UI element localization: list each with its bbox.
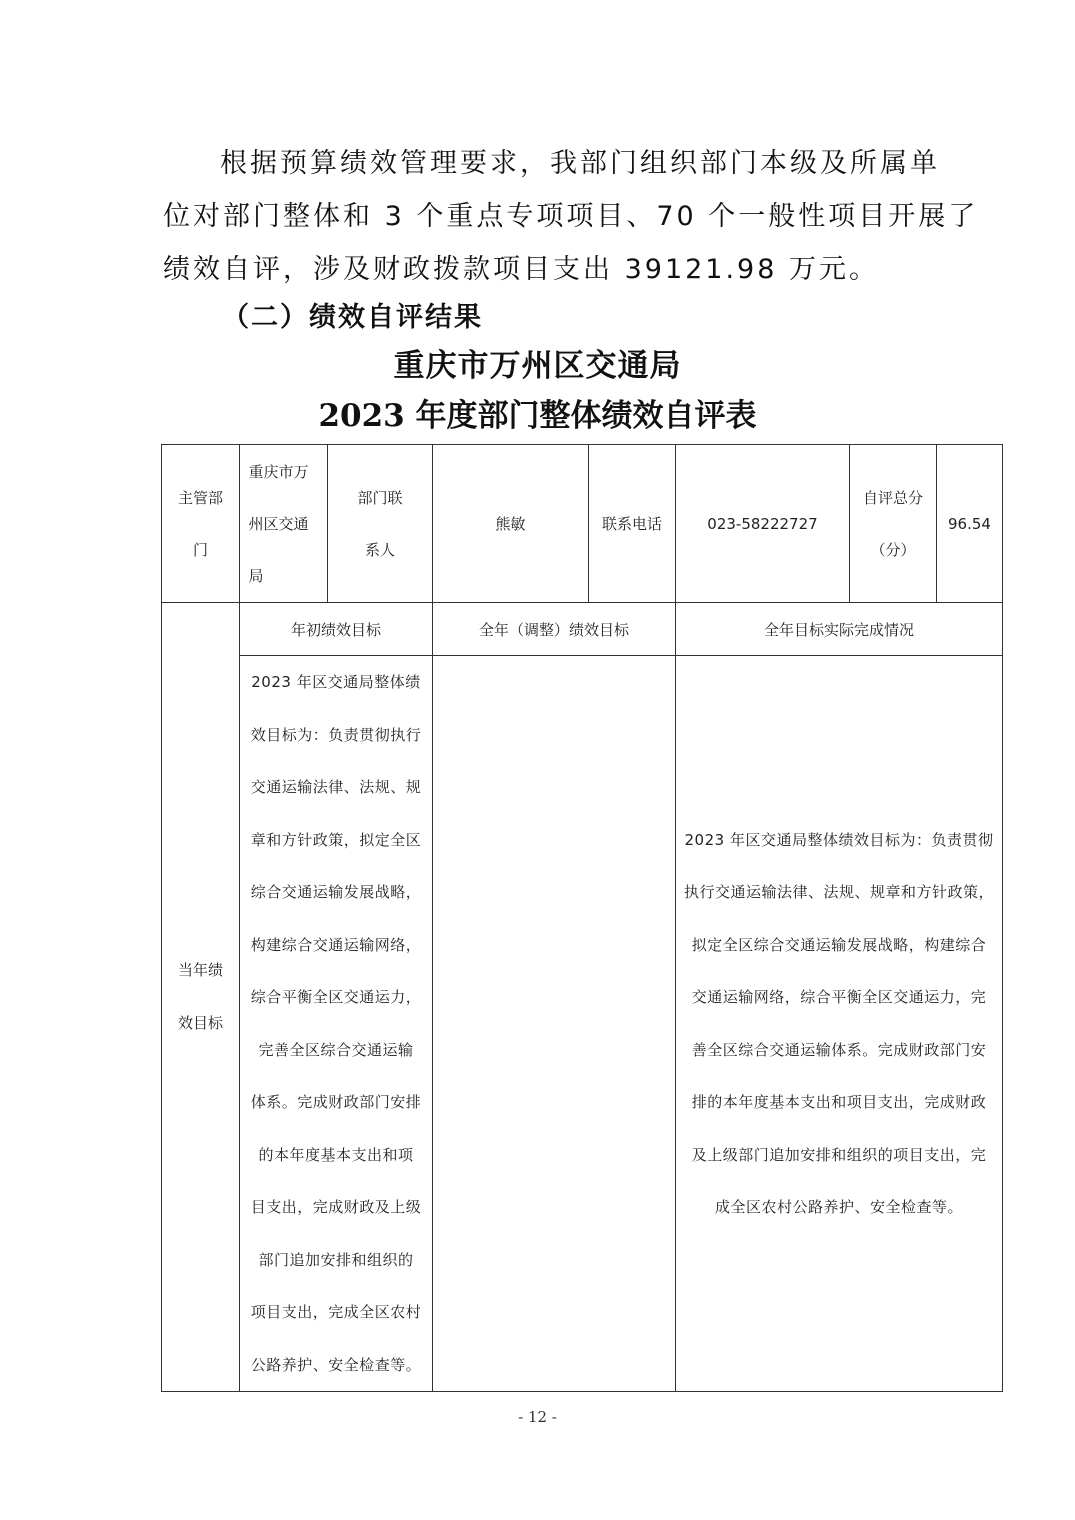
- actual-completion-line: 善全区综合交通运输体系。完成财政部门安: [691, 1040, 987, 1059]
- contact-value-cell: [433, 445, 589, 603]
- actual-completion-line: 拟定全区综合交通运输发展战略，构建综合: [691, 935, 987, 954]
- actual-completion-line: 2023 年区交通局整体绩效目标为：负责贯彻: [684, 830, 994, 849]
- row-label: 当年绩效目标: [177, 961, 223, 1032]
- col-actual-label: 全年目标实际完成情况: [763, 620, 914, 639]
- phone-value: 023-58222727: [707, 514, 818, 533]
- page-number: - 12 -: [518, 1408, 557, 1426]
- initial-goal-line: 部门追加安排和组织的: [258, 1250, 414, 1269]
- intro-paragraph: [163, 137, 979, 296]
- actual-completion-line: 执行交通运输法律、法规、规章和方针政策，: [683, 883, 994, 901]
- initial-goal-line: 章和方针政策，拟定全区: [250, 830, 422, 849]
- contact-label: 部门联系人: [357, 488, 403, 559]
- col-initial-label: 年初绩效目标: [290, 620, 381, 639]
- initial-goal-line: 效目标为：负责贯彻执行: [250, 725, 422, 744]
- initial-goal-line: 2023 年区交通局整体绩: [251, 673, 421, 691]
- initial-goal-line: 完善全区综合交通运输: [258, 1040, 414, 1059]
- col-actual-header: [676, 603, 1003, 656]
- actual-completion-line: 排的本年度基本支出和项目支出，完成财政: [691, 1093, 987, 1111]
- dept-label: 主管部门: [177, 488, 223, 559]
- adjusted-goal-cell: [433, 656, 676, 1392]
- initial-goal-line: 综合平衡全区交通运力，: [250, 988, 422, 1006]
- row-label-cell: [162, 603, 240, 1392]
- initial-goal-line: 公路养护、安全检查等。: [250, 1355, 422, 1374]
- phone-label-cell: [589, 445, 676, 603]
- dept-value: 重庆市万州区交通局: [248, 462, 309, 585]
- self-evaluation-table: [161, 444, 1003, 1392]
- actual-completion-line: 成全区农村公路养护、安全检查等。: [714, 1198, 963, 1216]
- score-label-cell: [850, 445, 937, 603]
- initial-goal-cell: [240, 656, 433, 1392]
- col-adjusted-header: [433, 603, 676, 656]
- score-value-cell: [937, 445, 1003, 603]
- dept-label-cell: [162, 445, 240, 603]
- score-value: 96.54: [948, 514, 991, 533]
- phone-value-cell: [676, 445, 850, 603]
- intro-line: 根据预算绩效管理要求，我部门组织部门本级及所属单: [220, 148, 940, 179]
- initial-goal-line: 构建综合交通运输网络，: [250, 935, 422, 954]
- initial-goal-line: 体系。完成财政部门安排: [250, 1093, 422, 1111]
- intro-line: 位对部门整体和 3 个重点专项项目、70 个一般性项目开展了: [163, 201, 979, 232]
- initial-goal-line: 交通运输法律、法规、规: [250, 778, 422, 796]
- actual-completion-line: 及上级部门追加安排和组织的项目支出，完: [691, 1145, 987, 1164]
- contact-label-cell: [328, 445, 433, 603]
- initial-goal-line: 目支出，完成财政及上级: [250, 1198, 422, 1216]
- col-adjusted-label: 全年（调整）绩效目标: [478, 620, 629, 639]
- section-subheading: （二）绩效自评结果: [222, 302, 483, 333]
- contact-value: 熊敏: [495, 515, 526, 533]
- score-label: 自评总分（分）: [862, 488, 923, 559]
- col-initial-header: [240, 603, 433, 656]
- table-title-line2: 2023 年度部门整体绩效自评表: [318, 398, 757, 434]
- actual-completion-cell: [676, 656, 1003, 1392]
- phone-label: 联系电话: [601, 515, 662, 533]
- intro-line: 绩效自评，涉及财政拨款项目支出 39121.98 万元。: [163, 254, 879, 285]
- actual-completion-line: 交通运输网络，综合平衡全区交通运力，完: [691, 988, 987, 1006]
- table-title-line1: 重庆市万州区交通局: [393, 348, 682, 384]
- column-header-row: [162, 603, 1003, 656]
- initial-goal-line: 的本年度基本支出和项: [258, 1145, 414, 1164]
- dept-value-cell: [240, 445, 328, 603]
- header-info-row: [162, 445, 1003, 603]
- initial-goal-line: 项目支出，完成全区农村: [250, 1303, 422, 1321]
- initial-goal-line: 综合交通运输发展战略，: [250, 883, 422, 901]
- goal-body-row: [162, 656, 1003, 1392]
